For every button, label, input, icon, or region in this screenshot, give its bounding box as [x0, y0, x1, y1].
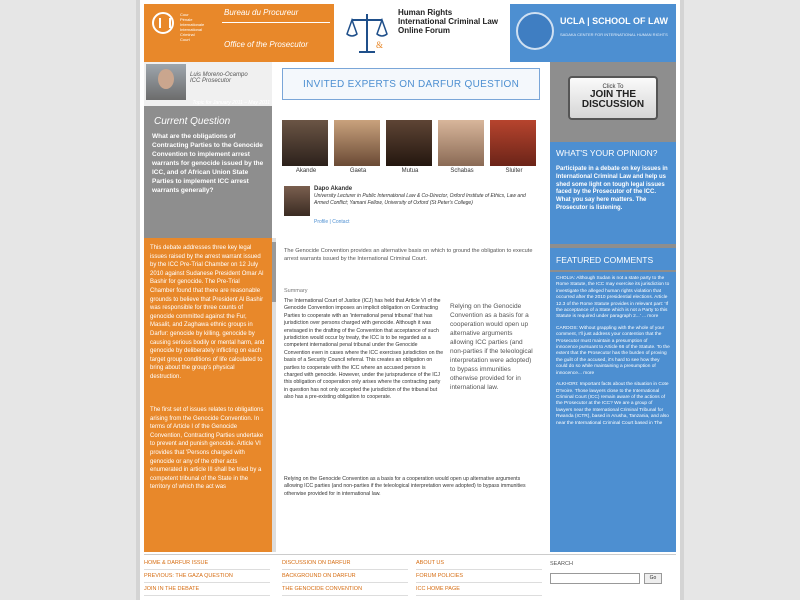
footer-links-col2	[282, 557, 408, 596]
invited-experts-title: INVITED EXPERTS ON DARFUR QUESTION	[303, 79, 520, 90]
footer-link[interactable]: ABOUT US	[416, 557, 542, 570]
bio-links[interactable]: Profile | Contact	[314, 219, 350, 225]
debate-description-box[interactable]	[144, 238, 272, 552]
article-body-continued: Relying on the Genocide Convention as a basis for a cooperation would open up alternative arguments allowing ICC parties (and non-parties if the teleological interpretation were adopted) to bypass immunities otherwise provided for in international law.	[284, 476, 526, 497]
featured-comment[interactable]: CARDOS: Without grappling with the whole of your comment, I'll just address your contention that the Prosecutor must maintain a presumption of innocence pursuant to Article 66 of the Statute. To the extent that the Prosecutor has the burden of proving the guilt of the accused, it's hard to see how they could do so while maintaining a presumption of innocence... more	[556, 325, 670, 376]
pull-quote: Relying on the Genocide Convention as a basis for a cooperation would open up alternative arguments allowing ICC parties (and non-parties if the teleological interpretation were adopted) to bypass immunities otherwise provided for in international law.	[450, 303, 533, 391]
debate-paragraph-1: This debate addresses three key legal issues raised by the arrest warrant issued by the ICC Pre-Trial Chamber on 12 July 2010 against Sudanese President Omar Al Bashir for genocide. The Pre-Trial Chamber found that there are reasonable grounds to believe that President Al Bashir was responsible for three counts of genocide committed against the Fur, Masalit, and Zaghawa ethnic groups in Darfur: genocide by killing, genocide by causing serious bodily or mental harm, and genocide by deliberately inflicting on each target group conditions of life calculated to bring about the group's physical destruction.	[150, 245, 265, 380]
search-label: SEARCH	[550, 561, 573, 567]
article-body: The International Court of Justice (ICJ) has held that Article VI of the Genocide Convention imposes an implicit obligation on Contracting Parties to cooperate with an 'international penal tribunal' that has jurisdiction over persons charged with genocide. Although it was envisaged in the drafting of the Convention that acceptance of such jurisdiction would occur by treaty, the ICC is to be regarded as a competent international penal tribunal under the Genocide Convention even in cases where the ICC exercises jurisdiction on the basis of a Security Council referral. This creates an obligation on parties to cooperate with the ICC where an accused person is charged with genocide. However, under the jurisprudence of the ICJ this obligation of cooperation only arises where the contracting party in question has not only accepted the jurisdiction of the tribunal but also has a pre-existing obligation to cooperate.	[284, 298, 444, 401]
footer-link[interactable]: BACKGROUND ON DARFUR	[282, 570, 408, 583]
expert-akande[interactable]: Akande	[282, 120, 330, 174]
bio-photo	[284, 186, 310, 216]
svg-text:&: &	[376, 40, 384, 50]
opinion-text: Participate in a debate on key issues in International Criminal Law and help us shed some light on tough legal issues faced by the Prosecutor of the ICC. What you say here matters. The Prosecutor is listening.	[550, 162, 676, 244]
ucla-header-block[interactable]	[510, 4, 676, 62]
office-title-fr: Bureau du Procureur	[224, 8, 299, 17]
page	[140, 0, 680, 600]
debate-scrollbar[interactable]	[272, 238, 276, 552]
left-column	[144, 62, 272, 552]
footer-links-col1	[144, 557, 270, 596]
join-discussion-button[interactable]: Click To JOIN THE DISCUSSION	[568, 76, 658, 120]
office-title-en: Office of the Prosecutor	[224, 40, 309, 49]
expert-photo	[334, 120, 380, 166]
ucla-title: UCLA | SCHOOL OF LAW	[560, 16, 669, 26]
bio-name: Dapo Akande	[314, 186, 353, 192]
header-divider	[222, 22, 330, 23]
footer	[144, 554, 676, 598]
expert-photo	[282, 120, 328, 166]
expert-mutua[interactable]: Mutua	[386, 120, 434, 174]
debate-paragraph-2: The first set of issues relates to obligations arising from the Genocide Convention. In terms of Article I of the Genocide Convention, Contracting Parties undertake to prevent and punish genocide. Article VI provides that 'Persons charged with genocide or any of the other acts enumerated in article III shall be tried by a competent tribunal of the State in the territory of which the act was	[150, 407, 264, 491]
footer-link[interactable]: HOME & DARFUR ISSUE	[144, 557, 270, 570]
invited-experts-banner	[282, 68, 540, 100]
expert-gaeta[interactable]: Gaeta	[334, 120, 382, 174]
featured-comments-heading: FEATURED COMMENTS	[550, 248, 676, 270]
expert-photo	[490, 120, 536, 166]
icc-header-block[interactable]	[144, 4, 334, 62]
right-column	[550, 62, 676, 552]
article-intro: The Genocide Convention provides an alternative basis on which to ground the obligation to execute arrest warrants issued by the International Criminal Court.	[284, 248, 533, 262]
scales-of-justice-icon	[346, 8, 388, 58]
footer-link[interactable]: ICC HOME PAGE	[416, 583, 542, 596]
forum-header-block[interactable]	[338, 4, 506, 62]
bio-text: University Lecturer in Public International Law & Co-Director, Oxford Institute of Ethics, Law and Armed Conflict; Yamani Fellow, University of Oxford (St Peter's College)	[314, 193, 526, 206]
footer-links-col3	[416, 557, 542, 596]
ucla-subtitle: SADAKA CENTER FOR INTERNATIONAL HUMAN RIGHTS	[560, 32, 668, 37]
icc-name-lines: Cour Pénale Internationale International Criminal Court	[180, 12, 205, 42]
featured-comments-list	[550, 272, 676, 552]
footer-link[interactable]: FORUM POLICIES	[416, 570, 542, 583]
expert-photo	[438, 120, 484, 166]
ucla-seal-icon	[516, 12, 554, 50]
featured-comment[interactable]: ALKHORI: Important facts about the situation in Cote D'Ivoire. Those lawyers close to the International Criminal Court (ICC) remain aware of the actions of the Prosecutor at the ICC? We are a group of lawyers near the International Criminal Tribunal for Rwanda (ICTR), based in Arusha, Tanzania, and also near the International Criminal Court based in The	[556, 382, 669, 426]
expert-photo	[386, 120, 432, 166]
page-shadow-right	[680, 0, 684, 600]
search-input[interactable]	[550, 573, 640, 584]
search-go-button[interactable]: Go	[644, 573, 662, 584]
summary-label: Summary	[284, 288, 308, 294]
expert-schabas[interactable]: Schabas	[438, 120, 486, 174]
icc-seal-icon	[152, 12, 174, 34]
expert-sluiter[interactable]: Sluiter	[490, 120, 538, 174]
featured-comment[interactable]: CHOLIA: Although Sudan is not a state party to the Rome Statute, the ICC may exercise its jurisdiction to investigate the alleged human rights violation that occurred after the 2010 presidential elections. Article 12.3 of the Rome Statute provides in relevant part: 'If the acceptance of a State which is not a Party to this Statute is required under paragraph 2...' ... more	[556, 276, 670, 320]
prosecutor-photo	[146, 64, 186, 100]
scrollbar-thumb[interactable]	[272, 242, 276, 302]
footer-link[interactable]: DISCUSSION ON DARFUR	[282, 557, 408, 570]
footer-link[interactable]: JOIN IN THE DEBATE	[144, 583, 270, 596]
main-column	[278, 62, 544, 552]
current-question-heading: Current Question	[154, 116, 231, 127]
opinion-heading: WHAT'S YOUR OPINION?	[550, 142, 676, 162]
current-question-text: What are the obligations of Contracting Parties to the Genocide Convention to implement arrest warrants for genocide issued by the ICC, and of African Union State Parties to implement ICC arrest warrants generally?	[152, 133, 264, 194]
footer-link[interactable]: PREVIOUS: THE GAZA QUESTION	[144, 570, 270, 583]
topic-dates: Topic for January 2011 – May 2011	[192, 100, 270, 106]
prosecutor-name: Luis Moreno-Ocampo ICC Prosecutor	[190, 72, 248, 84]
forum-title: Human Rights International Criminal Law Online Forum	[398, 8, 499, 35]
expert-photos	[278, 120, 544, 174]
footer-link[interactable]: THE GENOCIDE CONVENTION	[282, 583, 408, 596]
expert-bio	[284, 186, 540, 226]
